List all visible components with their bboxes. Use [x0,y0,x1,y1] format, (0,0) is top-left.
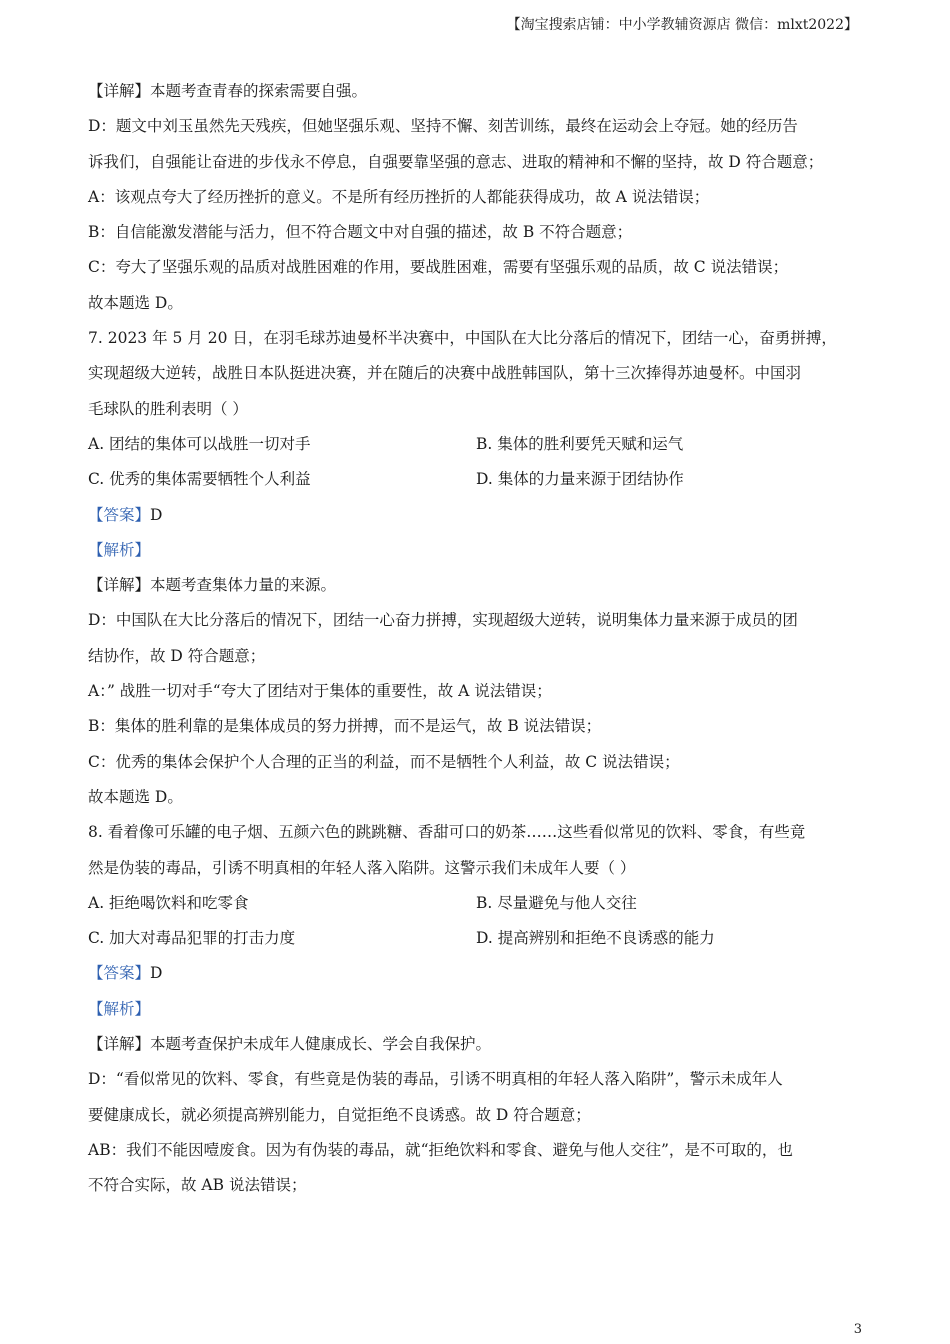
q7-option-a: A. 团结的集体可以战胜一切对手 [88,434,311,453]
q6-line: 故本题选 D。 [88,293,183,312]
q8-analysis-tag: 【解析】 [88,999,151,1018]
q8-analysis [88,992,868,1027]
q7-line: D：中国队在大比分落后的情况下，团结一心奋力拼搏，实现超级大逆转，说明集体力量来源于成员的团 [88,611,798,630]
q7-answer [88,498,868,533]
q7-option-d: D. 集体的力量来源于团结协作 [476,470,684,489]
q8-answer-value: D [150,964,163,983]
q8-line: D：“看似常见的饮料、零食，有些竟是伪装的毒品，引诱不明真相的年轻人落入陷阱”，警示未成年人 [88,1070,783,1089]
q8-option-b: B. 尽量避免与他人交往 [476,893,637,912]
q8-line: 要健康成长，就必须提高辨别能力，自觉拒绝不良诱惑。故 D 符合题意； [88,1105,591,1124]
page-header: 【淘宝搜索店铺：中小学教辅资源店 微信：mlxt2022】 [506,17,858,33]
q6-detail: 【详解】本题考查青春的探索需要自强。 [88,82,368,100]
q8-options-row-1 [88,886,868,921]
q8-line: AB：我们不能因噎废食。因为有伪装的毒品，就“拒绝饮料和零食、避免与他人交往”，是不可取的，也 [88,1140,793,1159]
q7-analysis [88,533,868,568]
q7-line: 故本题选 D。 [88,787,183,806]
q7-line: B：集体的胜利靠的是集体成员的努力拼搏，而不是运气，故 B 说法错误； [88,717,602,736]
document-body [88,74,868,1204]
q7-answer-value: D [150,505,163,524]
q6-line: D：题文中刘玉虽然先天残疾，但她坚强乐观、坚持不懈、刻苦训练，最终在运动会上夺冠。她的经历告 [88,117,798,136]
q8-stem: 8. 看着像可乐罐的电子烟、五颜六色的跳跳糖、香甜可口的奶茶……这些看似常见的饮料、零食，有些竟 [88,823,806,842]
q6-line: A：该观点夸大了经历挫折的意义。不是所有经历挫折的人都能获得成功，故 A 说法错误； [88,187,710,206]
q8-detail: 【详解】本题考查保护未成年人健康成长、学会自我保护。 [88,1035,492,1054]
q7-stem: 毛球队的胜利表明（ ） [88,399,248,418]
q6-line: C：夸大了坚强乐观的品质对战胜困难的作用，要战胜困难，需要有坚强乐观的品质，故 C 说法错误； [88,258,789,277]
q8-options-row-2 [88,921,868,956]
q6-line: B：自信能激发潜能与活力，但不符合题文中对自强的描述，故 B 不符合题意； [88,223,633,242]
q7-analysis-tag: 【解析】 [88,540,151,559]
q7-line: C：优秀的集体会保护个人合理的正当的利益，而不是牺牲个人利益，故 C 说法错误； [88,752,680,771]
q7-line: 结协作，故 D 符合题意； [88,646,266,665]
q7-option-c: C. 优秀的集体需要牺牲个人利益 [88,470,311,489]
q7-option-b: B. 集体的胜利要凭天赋和运气 [476,434,684,453]
q7-options-row-1 [88,427,868,462]
q8-answer-tag: 【答案】 [88,964,151,983]
q8-stem: 然是伪装的毒品，引诱不明真相的年轻人落入陷阱。这警示我们未成年人要（ ） [88,858,636,877]
page-number: 3 [853,1322,862,1337]
q8-line: 不符合实际，故 AB 说法错误； [88,1176,307,1195]
q7-detail: 【详解】本题考查集体力量的来源。 [88,576,337,595]
q7-line: A：” 战胜一切对手“夸大了团结对于集体的重要性，故 A 说法错误； [88,682,552,701]
q7-answer-tag: 【答案】 [88,505,151,524]
q8-option-a: A. 拒绝喝饮料和吃零食 [88,893,249,912]
q7-options-row-2 [88,462,868,497]
q7-stem: 7. 2023 年 5 月 20 日，在羽毛球苏迪曼杯半决赛中，中国队在大比分落后的情况下，团结一心，奋勇拼搏， [88,329,837,348]
q7-stem: 实现超级大逆转，战胜日本队挺进决赛，并在随后的决赛中战胜韩国队，第十三次捧得苏迪曼杯。中国羽 [88,364,802,383]
q6-line: 诉我们，自强能让奋进的步伐永不停息，自强要靠坚强的意志、进取的精神和不懈的坚持，故 D 符合题意； [88,152,824,171]
q8-answer [88,956,868,991]
q8-option-c: C. 加大对毒品犯罪的打击力度 [88,929,296,948]
q8-option-d: D. 提高辨别和拒绝不良诱惑的能力 [476,929,715,948]
